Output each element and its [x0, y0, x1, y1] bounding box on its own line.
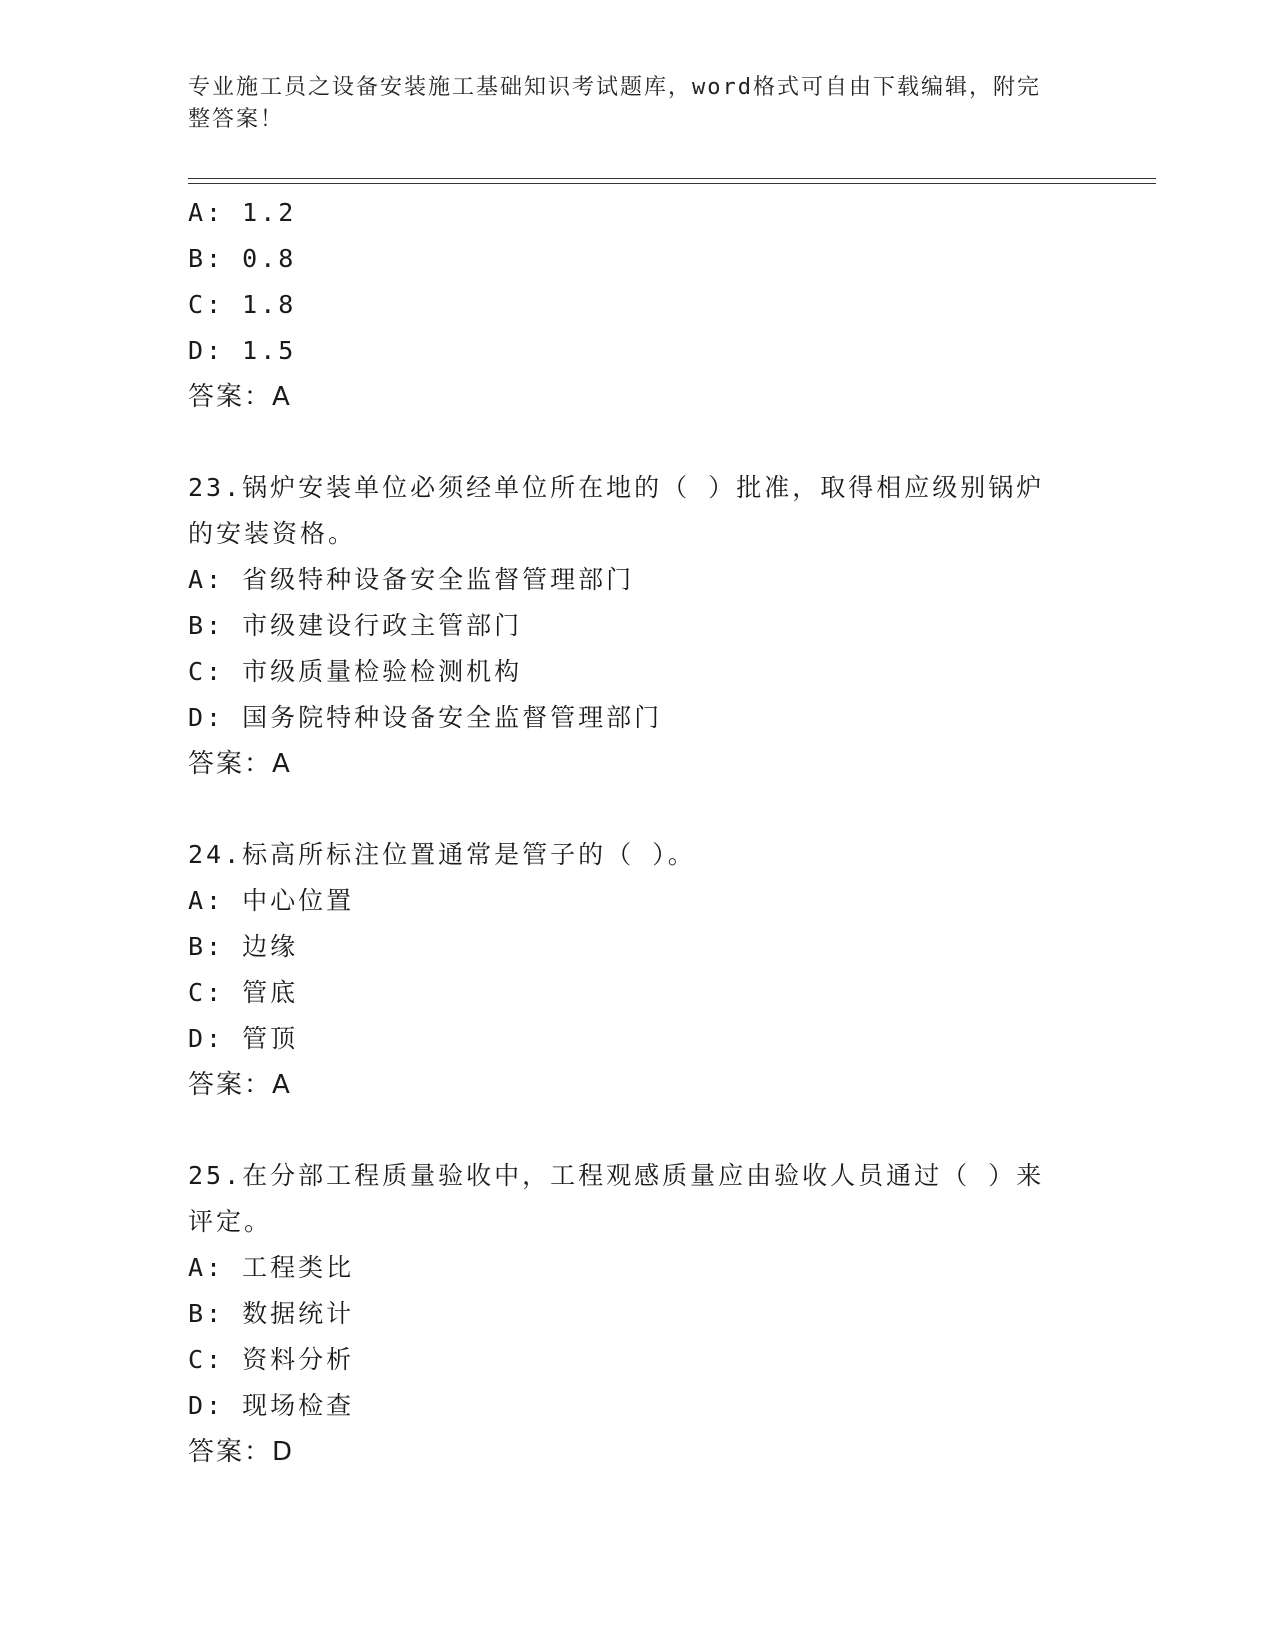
option-c: C: 1.8	[188, 290, 297, 319]
question-stem-line-2: 评定。	[188, 1207, 273, 1236]
question-25	[188, 1153, 1068, 1475]
option-d: D: 现场检查	[188, 1391, 355, 1420]
option-a: A: 1.2	[188, 198, 297, 227]
option-c: C: 管底	[188, 978, 299, 1007]
option-c: C: 市级质量检验检测机构	[188, 657, 523, 686]
option-d: D: 国务院特种设备安全监督管理部门	[188, 703, 663, 732]
document-header	[188, 72, 1068, 136]
option-c: C: 资料分析	[188, 1345, 355, 1374]
option-b: B: 边缘	[188, 932, 299, 961]
answer-line: 答案：A	[188, 1070, 292, 1100]
question-23	[188, 465, 1068, 787]
answer-line: 答案：A	[188, 749, 292, 779]
question-stem-line-1: 23.锅炉安装单位必须经单位所在地的（ ）批准，取得相应级别锅炉	[188, 473, 1045, 502]
answer-line: 答案：D	[188, 1437, 295, 1467]
question-stem-line-2: 的安装资格。	[188, 519, 357, 548]
header-divider-top	[188, 178, 1156, 179]
option-b: B: 数据统计	[188, 1299, 355, 1328]
option-b: B: 市级建设行政主管部门	[188, 611, 523, 640]
option-d: D: 1.5	[188, 336, 297, 365]
question-24	[188, 832, 1068, 1108]
question-list	[188, 190, 1068, 1475]
option-a: A: 中心位置	[188, 886, 355, 915]
header-line-1: 专业施工员之设备安装施工基础知识考试题库，word格式可自由下载编辑，附完	[188, 75, 1041, 100]
option-d: D: 管顶	[188, 1024, 299, 1053]
question-22-continued	[188, 190, 1068, 420]
option-a: A: 省级特种设备安全监督管理部门	[188, 565, 635, 594]
answer-line: 答案：A	[188, 382, 292, 412]
option-b: B: 0.8	[188, 244, 297, 273]
question-stem-line-1: 25.在分部工程质量验收中，工程观感质量应由验收人员通过（ ）来	[188, 1161, 1045, 1190]
header-divider-bottom	[188, 183, 1156, 184]
option-a: A: 工程类比	[188, 1253, 355, 1282]
question-stem-line-1: 24.标高所标注位置通常是管子的（ ）。	[188, 840, 696, 869]
header-line-2: 整答案！	[188, 107, 285, 132]
